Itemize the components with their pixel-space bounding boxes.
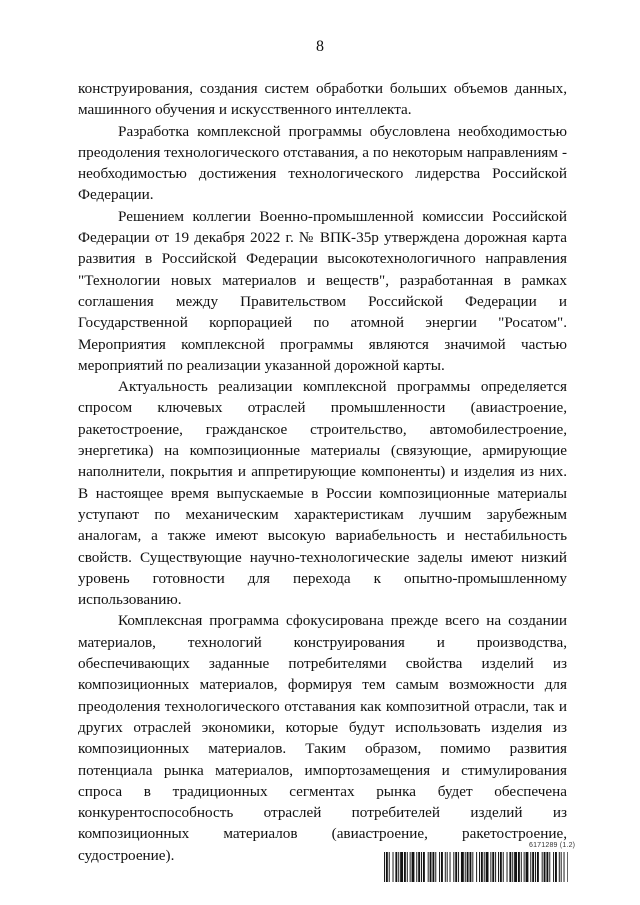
paragraph: Комплексная программа сфокусирована прежде всего на создании материалов, технологий конструирования и производства, обеспечивающих заданные потребителями свойства изделий из композиционных материалов, формируя тем самым возможности для преодоления технологического отставания как композитной отрасли, так и других отраслей экономики, которые будут использовать изделия из композиционных материалов. Таким образом, помимо развития потенциала рынка материалов, импортозамещения и стимулирования спроса в традиционных сегментах рынка будет обеспечена конкурентоспособность отраслей потребителей изделий из композиционных материалов (авиастроение, ракетостроение, судостроение). — [78, 612, 567, 864]
paragraph: Актуальность реализации комплексной программы определяется спросом ключевых отраслей промышленности (авиастроение, ракетостроение, гражданское строительство, автомобилестроение, энергетика) на композиционные материалы (связующие, армирующие наполнители, покрытия и аппретирующие компоненты) и изделия из них. В настоящее время выпускаемые в России композиционные материалы уступают по механическим характеристикам лучшим зарубежным аналогам, а также имеют высокую вариабельность и нестабильность свойств. Существующие научно-технологические заделы имеют низкий уровень готовности для перехода к опытно-промышленному использованию. — [78, 378, 567, 609]
page-number: 8 — [316, 38, 324, 55]
document-code: 6171289 (1.2) — [529, 842, 576, 849]
paragraph-continuation: конструирования, создания систем обработки больших объемов данных, машинного обучения и искусственного интеллекта. — [78, 80, 567, 119]
barcode — [384, 852, 568, 882]
paragraph: Разработка комплексной программы обусловлена необходимостью преодоления технологического отставания, а по некоторым направлениям - необходимостью достижения технологического лидерства Российской Федерации. — [78, 122, 567, 204]
paragraph: Решением коллегии Военно-промышленной комиссии Российской Федерации от 19 декабря 2022 г. № ВПК-35р утверждена дорожная карта развития в Российской Федерации высокотехнологичного направления "Технологии новых материалов и веществ", разработанная в рамках соглашения между Правительством Российской Федерации и Государственной корпорацией по атомной энергии "Росатом". Мероприятия комплексной программы являются значимой частью мероприятий по реализации указанной дорожной карты. — [78, 207, 567, 374]
body-text — [78, 78, 567, 866]
